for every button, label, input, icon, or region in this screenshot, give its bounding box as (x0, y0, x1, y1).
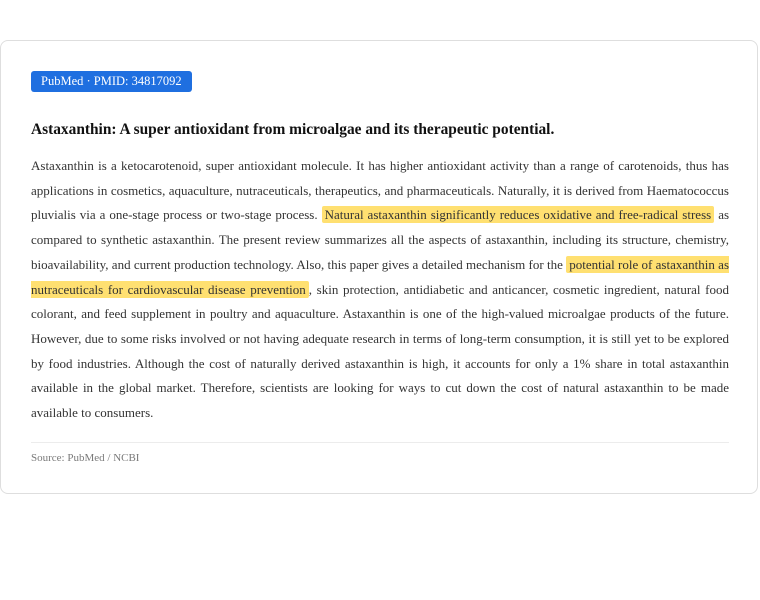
source-attribution: Source: PubMed / NCBI (31, 452, 140, 464)
abstract-text-1: Astaxanthin is a ketocarotenoid, super antioxidant molecule. It has higher antioxidant activity than a range of carotenoids, thus has applications in cosmetics, aquaculture, nutraceuticals, therapeutics, and pharmaceuticals. Naturally, it is derived from Haematococcus pluvialis via a one-stage process or two-stage process. (31, 158, 729, 223)
footer-divider (31, 442, 729, 443)
abstract-text-3: , skin protection, antidiabetic and anticancer, cosmetic ingredient, natural food colorant, and feed supplement in poultry and aquaculture. Astaxanthin is one of the high-valued microalgae products of the future. However, due to some risks involved or not having adequate research in terms of long-term consumption, it is still yet to be explored by food industries. Although the cost of naturally derived astaxanthin is high, it accounts for only a 1% share in total astaxanthin available in the global market. Therefore, scientists are looking for ways to cut down the cost of natural astaxanthin to be made available to consumers. (31, 281, 729, 421)
article-title: Astaxanthin: A super antioxidant from microalgae and its therapeutic potential. (31, 121, 555, 138)
abstract-text-2: as compared to synthetic astaxanthin. The present review summarizes all the aspects of astaxanthin, including its structure, chemistry, bioavailability, and current production technology. Also, this paper gives a detailed mechanism for the (31, 207, 730, 272)
highlight-cardiovascular: potential role of astaxanthin as nutraceuticals for cardiovascular disease prevention (31, 256, 730, 297)
pmid-badge[interactable]: PubMed · PMID: 34817092 (31, 71, 192, 92)
article-abstract (31, 154, 729, 426)
highlight-oxidative-stress: Natural astaxanthin significantly reduces oxidative and free-radical stress (322, 206, 715, 223)
abstract-card (0, 40, 758, 494)
